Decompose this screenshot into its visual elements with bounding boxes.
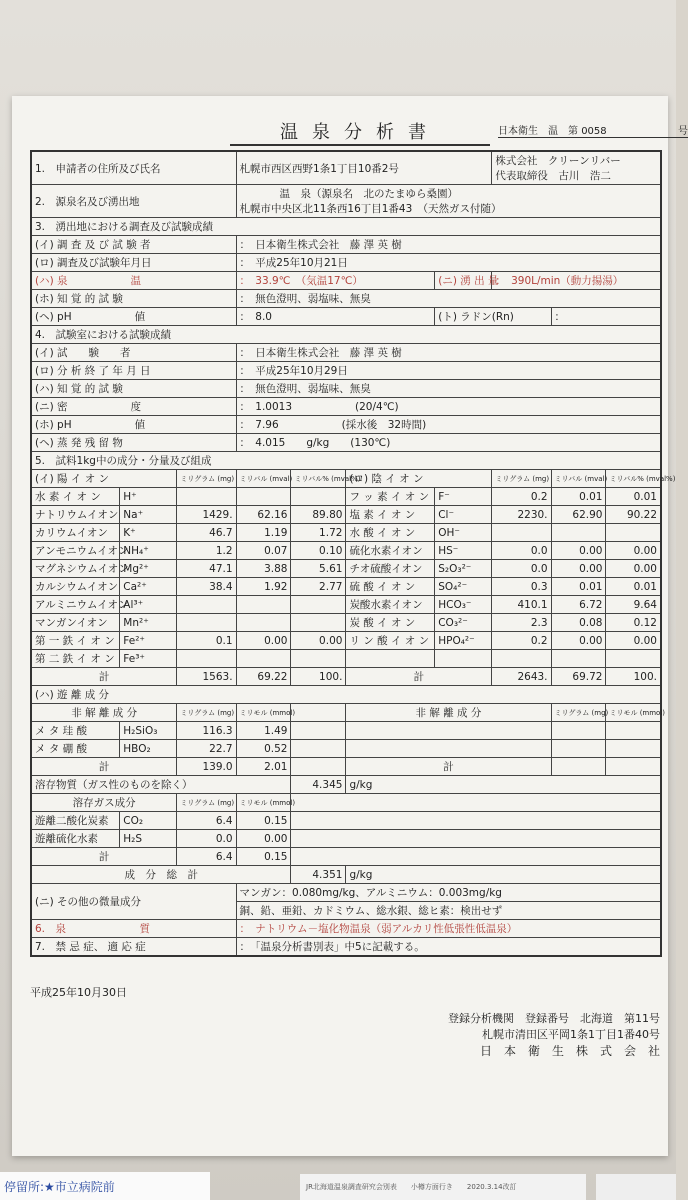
issuer-address: 札幌市清田区平岡1条1丁目1番40号 bbox=[482, 1028, 660, 1041]
ion-cell: チオ硫酸イオン bbox=[346, 560, 435, 578]
ion-cell: Al³⁺ bbox=[120, 596, 177, 614]
ion-cell bbox=[492, 650, 551, 668]
ion-cell: アンモニウムイオン bbox=[31, 542, 120, 560]
ion-cell: Mn²⁺ bbox=[120, 614, 177, 632]
bus-stop-sign: 停留所:★市立病院前 bbox=[0, 1172, 210, 1200]
ion-cell: 炭酸水素イオン bbox=[346, 596, 435, 614]
ion-cell: Fe³⁺ bbox=[120, 650, 177, 668]
ion-cell bbox=[606, 650, 661, 668]
ion-cell: 90.22 bbox=[606, 506, 661, 524]
ion-cell: 0.10 bbox=[291, 542, 346, 560]
section-5-title: 5. 試料1kg中の成分・分量及び組成 bbox=[31, 452, 661, 470]
section-3-title: 3. 湧出地における調査及び試験成績 bbox=[31, 218, 661, 236]
ion-cell: 0.12 bbox=[606, 614, 661, 632]
ion-cell bbox=[435, 650, 492, 668]
analysis-table-frame bbox=[30, 150, 676, 957]
ion-total-row: 計 1563. 69.22 100. 計 2643. 69.72 100. bbox=[31, 668, 661, 686]
ion-cell: 1.72 bbox=[291, 524, 346, 542]
ion-cell: OH⁻ bbox=[435, 524, 492, 542]
ion-cell: Na⁺ bbox=[120, 506, 177, 524]
ion-cell: 38.4 bbox=[177, 578, 236, 596]
trace-row: (ニ) その他の微量成分 マンガン：0.080mg/kg、アルミニウム：0.003mg/kg bbox=[31, 884, 661, 902]
ion-row bbox=[31, 650, 661, 668]
ion-cell: カルシウムイオン bbox=[31, 578, 120, 596]
ion-cell: 0.2 bbox=[492, 632, 551, 650]
ion-cell bbox=[606, 524, 661, 542]
ion-row bbox=[31, 632, 661, 650]
certificate-number: 日本衛生 温 第 0058 号 bbox=[498, 122, 688, 138]
ion-cell bbox=[177, 650, 236, 668]
document-footer bbox=[30, 984, 660, 1059]
ion-cell: 1.19 bbox=[236, 524, 291, 542]
ion-header-row: (イ) 陽 イ オ ン ミリグラム (mg) ミリバル (mval) ミリバル% (mval%) (ロ) 陰 イ オ ン ミリグラム (mg) ミリバル (mval) ミリバル% (mval%) bbox=[31, 470, 661, 488]
ion-row bbox=[31, 506, 661, 524]
ion-cell: Cl⁻ bbox=[435, 506, 492, 524]
ion-cell: H⁺ bbox=[120, 488, 177, 506]
ion-cell bbox=[291, 650, 346, 668]
gas-row: 遊離硫化水素 H₂S 0.0 0.00 bbox=[31, 830, 661, 848]
dissolved-row: 溶存物質（ガス性のものを除く） 4.345 g/kg bbox=[31, 776, 661, 794]
ion-cell: 0.00 bbox=[551, 542, 606, 560]
timetable-notice: JR北海道温泉調査研究会別表 小樽方面行き 2020.3.14改訂 bbox=[300, 1174, 586, 1200]
ion-cell bbox=[346, 650, 435, 668]
ion-row bbox=[31, 596, 661, 614]
ion-cell: 0.2 bbox=[492, 488, 551, 506]
ion-cell bbox=[177, 614, 236, 632]
ion-row bbox=[31, 524, 661, 542]
ion-cell: 62.16 bbox=[236, 506, 291, 524]
ion-cell: 2230. bbox=[492, 506, 551, 524]
ion-cell: 硫 酸 イ オ ン bbox=[346, 578, 435, 596]
ion-cell: CO₃²⁻ bbox=[435, 614, 492, 632]
ion-row bbox=[31, 614, 661, 632]
ion-cell: 6.72 bbox=[551, 596, 606, 614]
ion-cell: 0.01 bbox=[551, 578, 606, 596]
ion-cell bbox=[236, 614, 291, 632]
ion-row bbox=[31, 542, 661, 560]
ion-cell: HCO₃⁻ bbox=[435, 596, 492, 614]
ion-cell: 0.01 bbox=[606, 578, 661, 596]
ion-cell: 62.90 bbox=[551, 506, 606, 524]
ion-cell: 水 酸 イ オ ン bbox=[346, 524, 435, 542]
document-title: 温泉分析書 bbox=[230, 118, 490, 146]
free-total-row: 計 139.0 2.01 計 bbox=[31, 758, 661, 776]
ion-cell: 第 二 鉄 イ オ ン bbox=[31, 650, 120, 668]
ion-cell: 5.61 bbox=[291, 560, 346, 578]
ion-cell: HS⁻ bbox=[435, 542, 492, 560]
ion-cell: マンガンイオン bbox=[31, 614, 120, 632]
ion-cell: 0.3 bbox=[492, 578, 551, 596]
grand-total-row: 成 分 総 計 4.351 g/kg bbox=[31, 866, 661, 884]
ion-cell: 硫化水素イオン bbox=[346, 542, 435, 560]
ion-row bbox=[31, 560, 661, 578]
ion-cell: ナトリウムイオン bbox=[31, 506, 120, 524]
section-4-title: 4. 試験室における試験成績 bbox=[31, 326, 661, 344]
free-header-row: 非 解 離 成 分 ミリグラム (mg) ミリモル (mmol) 非 解 離 成 分 ミリグラム (mg) ミリモル (mmol) bbox=[31, 704, 661, 722]
ion-cell bbox=[236, 650, 291, 668]
ion-cell: 0.07 bbox=[236, 542, 291, 560]
ion-cell bbox=[177, 488, 236, 506]
ion-cell: アルミニウムイオン bbox=[31, 596, 120, 614]
ion-cell: フ ッ 素 イ オ ン bbox=[346, 488, 435, 506]
ion-cell bbox=[291, 596, 346, 614]
ion-cell: 410.1 bbox=[492, 596, 551, 614]
gas-total-row: 計 6.4 0.15 bbox=[31, 848, 661, 866]
ion-cell bbox=[492, 524, 551, 542]
issuer-company: 日 本 衛 生 株 式 会 社 bbox=[479, 1044, 660, 1058]
ion-row bbox=[31, 578, 661, 596]
ion-cell bbox=[177, 596, 236, 614]
ion-cell: 0.00 bbox=[606, 560, 661, 578]
issue-date: 平成25年10月30日 bbox=[30, 986, 127, 999]
ion-cell: HPO₄²⁻ bbox=[435, 632, 492, 650]
gas-header-row: 溶存ガス成分 ミリグラム (mg) ミリモル (mmol) bbox=[31, 794, 661, 812]
ion-cell: S₂O₃²⁻ bbox=[435, 560, 492, 578]
ion-cell: Fe²⁺ bbox=[120, 632, 177, 650]
ion-cell: SO₄²⁻ bbox=[435, 578, 492, 596]
ion-cell: K⁺ bbox=[120, 524, 177, 542]
ion-cell: NH₄⁺ bbox=[120, 542, 177, 560]
section-7: 7. 禁 忌 症、 適 応 症 ： 「温泉分析書別表」中5に記載する。 bbox=[31, 938, 661, 957]
ion-cell: 炭 酸 イ オ ン bbox=[346, 614, 435, 632]
ion-cell: マグネシウムイオン bbox=[31, 560, 120, 578]
ion-cell: 0.1 bbox=[177, 632, 236, 650]
ion-cell: 3.88 bbox=[236, 560, 291, 578]
section-1: 1. 申請者の住所及び氏名 札幌市西区西野1条1丁目10番2号 株式会社 クリーンリバー 代表取締役 古川 浩二 bbox=[31, 151, 661, 185]
registration: 登録分析機関 登録番号 北海道 第11号 bbox=[448, 1012, 660, 1025]
ion-cell: 89.80 bbox=[291, 506, 346, 524]
ion-cell bbox=[236, 488, 291, 506]
ion-cell: 2.77 bbox=[291, 578, 346, 596]
analysis-table: 1. 申請者の住所及び氏名 札幌市西区西野1条1丁目10番2号 株式会社 クリーンリバー 代表取締役 古川 浩二 2. 源泉名及び湧出地 温 泉（源泉名 北のたまゆら桑園） 札幌市中央区北11条西16丁目1番43 （天然ガス付随） 3. 湧出地における調査及び試験成績 (イ) 調 査 及 び 試 験 者 ： 日本衛生株式会社 藤 澤 英 樹 (ロ) 調査及び試験年月日 ： 平成25年10月21日 (ハ) 泉 温 ： 33.9℃ （気温17℃） (ニ) 湧 出 量 ： 390L/min（動力揚湯） (ホ) 知 覚 的 試 験 ： 無色澄明、弱塩味、無臭 (ヘ) pH 値 ： 8.0 (ト) ラドン(Rn) ： 4. 試験室における試験成績 (イ) 試 験 者 ： 日本衛生株式会社 藤 澤 英 樹 (ロ) 分 析 終 了 年 月 日 ： 平成25年10月29日 (ハ) 知 覚 的 試 験 ： 無色澄明、弱塩味、無臭 (ニ) 密 度 ： 1.0013 (20/4℃) (ホ) pH 値 ： 7.96 (採水後 32時間) (ヘ) 蒸 発 残 留 物 ： 4.015 g/kg (130℃) 5. 試料1kg中の成分・分量及び組成 (イ) 陽 イ オ ン ミリグラム (mg) ミリバル (mval) ミリバル% (mval%) (ロ) 陰 イ オ ン ミリグラム (mg) ミリバル (mval) ミリバル% (mval%) 水 素 イ オ ン H⁺ フ ッ 素 イ オ ン F⁻ 0.2 0.01 0.01 ナトリウムイオン Na⁺ 1429. 62.16 89.80 塩 素 イ オ ン Cl⁻ 2230. 62.90 90.22 カリウムイオン K⁺ 46.7 1.19 1.72 水 酸 イ オ ン OH⁻ アンモニウムイオン NH₄⁺ 1.2 0.07 0.10 硫化水素イオン HS⁻ 0.0 0.00 0.00 マグネシウムイオン Mg²⁺ 47.1 3.88 5.61 チオ硫酸イオン S₂O₃²⁻ 0.0 0.00 0.00 カルシウムイオン Ca²⁺ 38.4 1.92 2.77 硫 酸 イ オ ン SO₄²⁻ 0.3 0.01 0.01 アルミニウムイオン Al³⁺ 炭酸水素イオン HCO₃⁻ 410.1 6.72 9.64 マンガンイオン Mn²⁺ 炭 酸 イ オ ン CO₃²⁻ 2.3 0.08 0.12 第 一 鉄 イ オ ン Fe²⁺ 0.1 0.00 0.00 リ ン 酸 イ オ ン HPO₄²⁻ 0.2 0.00 0.00 第 二 鉄 イ オ ン Fe³⁺ 計 1563. 69.22 100. 計 2643. 69.72 100. (ハ) 遊 離 成 分 非 解 離 成 分 ミリグラム (mg) ミリモル (mmol) 非 解 離 成 分 ミリグラム (mg) ミリモル (mmol) メ タ 珪 酸 H₂SiO₃ 116.3 1.49 メ タ 硼 酸 HBO₂ 22.7 0.52 計 139.0 2.01 計 溶存物質（ガス性のものを除く） 4.345 g/kg 溶存ガス成分 ミリグラム (mg) ミリモル (mmol) 遊離二酸化炭素 CO₂ 6.4 0.15 遊離硫化水素 H₂S 0.0 0.00 計 6.4 0.15 成 分 総 計 4.351 g/kg (ニ) その他の微量成分 マンガン：0.080mg/kg、アルミニウム：0.003mg/kg 銅、鉛、亜鉛、カドミウム、総水銀、総ヒ素：検出せず 6. 泉 質 ： ナトリウム－塩化物温泉（弱アルカリ性低張性低温泉） 7. 禁 忌 症、 適 応 症 ： 「温泉分析書別表」中5に記載する。 bbox=[30, 150, 662, 957]
ion-cell: 第 一 鉄 イ オ ン bbox=[31, 632, 120, 650]
ion-cell: 47.1 bbox=[177, 560, 236, 578]
ion-cell: 0.00 bbox=[551, 560, 606, 578]
ion-cell bbox=[291, 488, 346, 506]
ion-cell bbox=[551, 650, 606, 668]
free-components-title: (ハ) 遊 離 成 分 bbox=[31, 686, 661, 704]
ion-cell: カリウムイオン bbox=[31, 524, 120, 542]
free-row: メ タ 硼 酸 HBO₂ 22.7 0.52 bbox=[31, 740, 661, 758]
section-2: 2. 源泉名及び湧出地 温 泉（源泉名 北のたまゆら桑園） 札幌市中央区北11条西16丁目1番43 （天然ガス付随） bbox=[31, 185, 661, 218]
ion-cell bbox=[236, 596, 291, 614]
ion-cell: 0.0 bbox=[492, 542, 551, 560]
ion-cell: 0.00 bbox=[606, 632, 661, 650]
ion-cell bbox=[291, 614, 346, 632]
ion-cell: 46.7 bbox=[177, 524, 236, 542]
ion-row bbox=[31, 488, 661, 506]
ion-cell bbox=[551, 524, 606, 542]
ion-cell: 0.08 bbox=[551, 614, 606, 632]
ion-cell: 0.01 bbox=[551, 488, 606, 506]
ion-cell: リ ン 酸 イ オ ン bbox=[346, 632, 435, 650]
ion-cell: 水 素 イ オ ン bbox=[31, 488, 120, 506]
notice-edge bbox=[596, 1174, 676, 1200]
ion-cell: 2.3 bbox=[492, 614, 551, 632]
ion-cell: 塩 素 イ オ ン bbox=[346, 506, 435, 524]
ion-cell: 1.92 bbox=[236, 578, 291, 596]
ion-cell: 9.64 bbox=[606, 596, 661, 614]
ion-cell: Ca²⁺ bbox=[120, 578, 177, 596]
section-6: 6. 泉 質 ： ナトリウム－塩化物温泉（弱アルカリ性低張性低温泉） bbox=[31, 920, 661, 938]
ion-cell: 0.00 bbox=[606, 542, 661, 560]
ion-cell: F⁻ bbox=[435, 488, 492, 506]
ion-cell: 0.01 bbox=[606, 488, 661, 506]
ion-cell: Mg²⁺ bbox=[120, 560, 177, 578]
ion-cell: 1.2 bbox=[177, 542, 236, 560]
ion-cell: 0.00 bbox=[291, 632, 346, 650]
free-row: メ タ 珪 酸 H₂SiO₃ 116.3 1.49 bbox=[31, 722, 661, 740]
ion-rows bbox=[31, 488, 661, 668]
ion-cell: 0.00 bbox=[551, 632, 606, 650]
ion-cell: 0.00 bbox=[236, 632, 291, 650]
ion-cell: 1429. bbox=[177, 506, 236, 524]
gas-row: 遊離二酸化炭素 CO₂ 6.4 0.15 bbox=[31, 812, 661, 830]
ion-cell: 0.0 bbox=[492, 560, 551, 578]
